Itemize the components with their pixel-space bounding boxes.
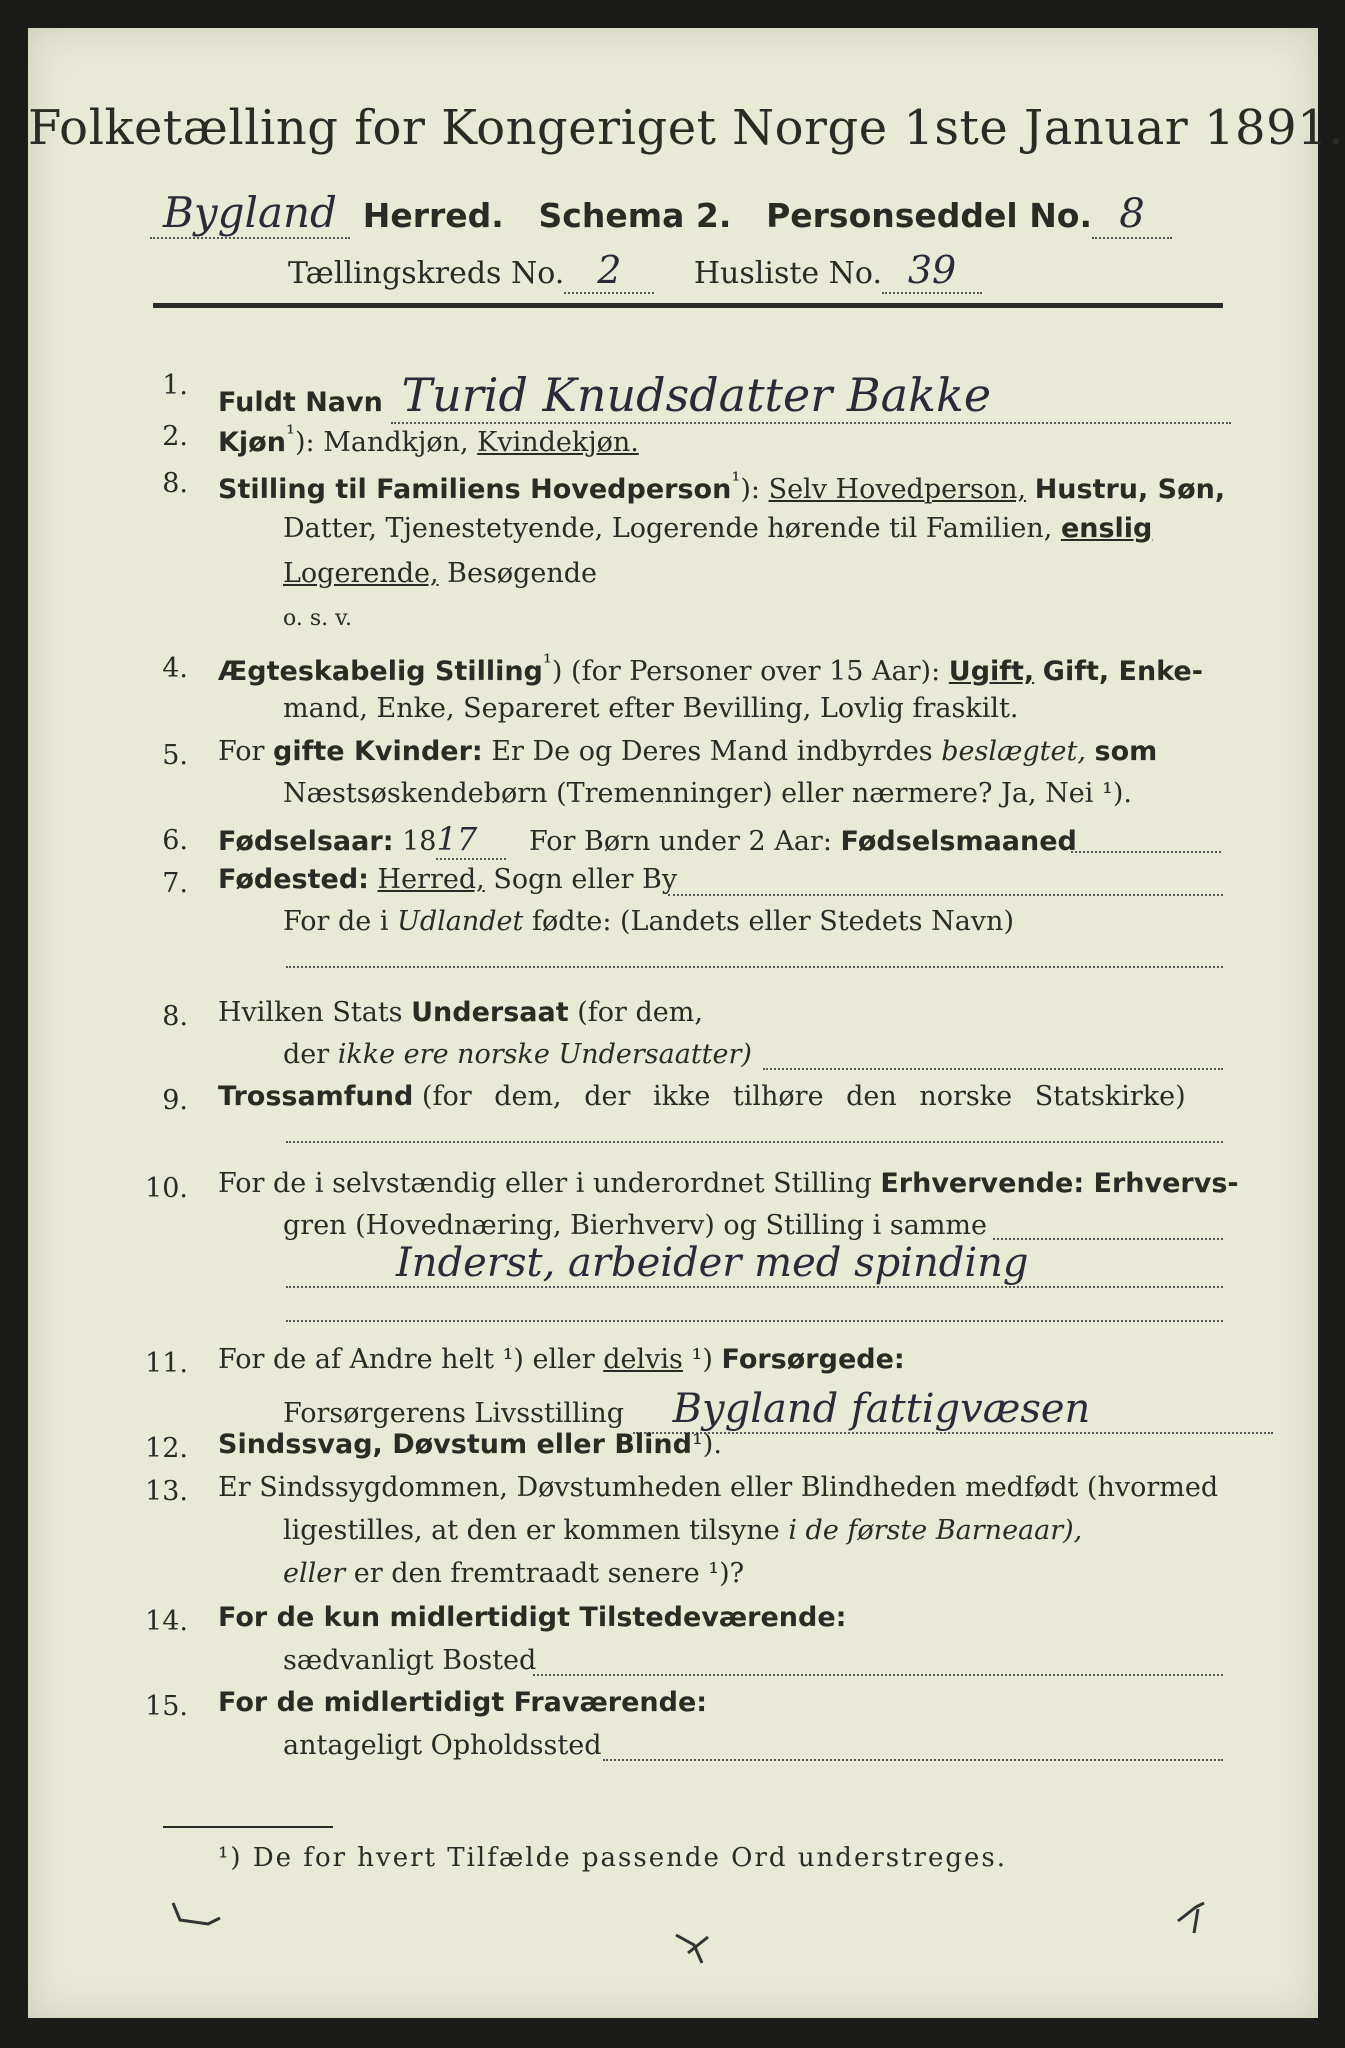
field-4-sup: ¹ <box>542 650 552 676</box>
field-8-label: Undersaat <box>411 997 569 1028</box>
field-10-text-a: For de i selvstændig eller i underordnet Stilling <box>218 1168 872 1199</box>
form-title: Folketælling for Kongeriget Norge 1ste Januar 1891. <box>28 100 1344 156</box>
field-5-text-c: som <box>1094 736 1158 767</box>
field-9-number: 9. <box>162 1085 188 1116</box>
field-7-number: 7. <box>162 868 188 899</box>
field-2-text: ): Mandkjøn, <box>294 427 469 458</box>
field-4-line-2: mand, Enke, Separeret efter Bevilling, Lovlig fraskilt. <box>283 693 1019 724</box>
field-3-number: 8. <box>162 468 188 499</box>
field-6-label-2: Fødselsmaaned <box>840 826 1077 857</box>
personseddel-label: Personseddel No. <box>766 196 1093 235</box>
field-1-label: Fuldt Navn <box>218 387 383 418</box>
field-6-fill <box>1071 851 1221 853</box>
herred-name: Bygland <box>150 188 350 239</box>
field-6-text-b: For Børn under 2 Aar: <box>529 826 832 857</box>
personseddel-number: 8 <box>1092 191 1172 239</box>
field-5-text-a: For <box>218 736 265 767</box>
field-4-text-b: Gift, Enke- <box>1042 656 1203 687</box>
field-11-number: 11. <box>145 1348 188 1379</box>
kreds-number: 2 <box>564 248 654 294</box>
field-14-line-2: sædvanligt Bosted <box>283 1645 537 1676</box>
field-14-fill <box>533 1674 1223 1676</box>
kreds-label: Tællingskreds No. <box>288 256 565 291</box>
field-5-text-b: Er De og Deres Mand indbyrdes <box>491 736 933 767</box>
field-11-selected: delvis <box>603 1344 683 1375</box>
field-1-row <box>218 368 1231 424</box>
field-12-label: Sindssvag, Døvstum eller Blind <box>218 1429 692 1460</box>
full-name-value: Turid Knudsdatter Bakke <box>391 368 1231 424</box>
field-4-text-a: ) (for Personer over 15 Aar): <box>551 656 941 687</box>
field-10-number: 10. <box>145 1173 188 1204</box>
field-10-label: Erhvervende: Erhvervs- <box>880 1168 1239 1199</box>
field-11-line-2 <box>283 1386 1273 1434</box>
occupation-value: Inderst, arbeider med spinding <box>286 1240 1223 1288</box>
herred-label: Herred. <box>362 196 504 235</box>
field-12-text: ¹). <box>691 1429 722 1460</box>
field-7-line-2a: For de i <box>283 906 389 937</box>
header-row-2 <box>288 248 982 294</box>
field-11-label: Forsørgede: <box>721 1344 905 1375</box>
field-13-line-2-italic: i de første Barneaar), <box>788 1515 1083 1546</box>
field-5-number: 5. <box>162 740 188 771</box>
field-8-line-2 <box>283 1039 752 1070</box>
field-5-line-2: Næstsøskendebørn (Tremenninger) eller nærmere? Ja, Nei ¹). <box>283 778 1132 809</box>
footnote: ¹) De for hvert Tilfælde passende Ord understreges. <box>218 1843 1008 1873</box>
field-3-row <box>218 468 1225 505</box>
field-3-label: Stilling til Familiens Hovedperson <box>218 474 732 505</box>
ink-mark-center <box>668 1923 728 1973</box>
field-11-line-2: Forsørgerens Livsstilling <box>283 1398 625 1429</box>
header-row-1 <box>150 188 1172 239</box>
field-15-fill <box>603 1759 1223 1761</box>
field-8-line-2a: der <box>283 1039 330 1070</box>
census-form <box>28 28 1344 2018</box>
header-divider <box>153 303 1223 308</box>
field-2-sup: ¹ <box>285 421 295 447</box>
field-7-fill <box>668 894 1223 896</box>
field-4-row <box>218 650 1203 687</box>
field-10-fill-2 <box>286 1320 1223 1322</box>
field-8-number: 8. <box>162 1001 188 1032</box>
field-1-number: 1. <box>162 370 188 401</box>
field-3-text-a: ): <box>740 474 760 505</box>
field-13-line-3-italic: eller <box>283 1558 346 1589</box>
field-3-line-2b: enslig <box>1060 513 1153 544</box>
field-7-selected: Herred, <box>377 864 485 895</box>
field-2-row <box>218 421 639 458</box>
field-14-number: 14. <box>145 1606 188 1637</box>
field-7-line-2-italic: Udlandet <box>397 906 524 937</box>
field-12-number: 12. <box>145 1433 188 1464</box>
field-9-text: (for dem, der ikke tilhøre den norske Statskirke) <box>421 1081 1186 1112</box>
field-3-line-3b: Besøgende <box>447 558 598 589</box>
field-6-label: Fødselsaar: <box>218 826 394 857</box>
field-8-text-b: (for dem, <box>577 997 703 1028</box>
field-5-row <box>218 736 1157 767</box>
field-6-row <box>218 820 1077 860</box>
field-6-prefix: 18 <box>402 826 437 857</box>
field-8-text-a: Hvilken Stats <box>218 997 403 1028</box>
ink-mark-right <box>1168 1893 1228 1943</box>
field-3-line-2a: Datter, Tjenestetyende, Logerende hørende til Familien, <box>283 513 1053 544</box>
field-13-line-3b: er den fremtraadt senere ¹)? <box>353 1558 745 1589</box>
field-10-row <box>218 1168 1239 1199</box>
field-11-text-b: ¹) <box>691 1344 713 1375</box>
field-3-line-3 <box>283 558 597 589</box>
field-10-line-2: gren (Hovednæring, Bierhverv) og Stilling i samme <box>283 1210 988 1241</box>
field-3-text-b: Hustru, Søn, <box>1034 474 1226 505</box>
field-13-row: Er Sindssygdommen, Døvstumheden eller Blindheden medfødt (hvormed <box>218 1472 1219 1503</box>
field-5-italic: beslægtet, <box>941 736 1086 767</box>
field-7-fill-2 <box>286 966 1223 968</box>
field-8-row <box>218 997 703 1028</box>
field-2-number: 2. <box>162 421 188 452</box>
field-11-row <box>218 1344 905 1375</box>
field-13-number: 13. <box>145 1476 188 1507</box>
field-3-line-4: o. s. v. <box>283 606 352 631</box>
field-7-label: Fødested: <box>218 864 369 895</box>
field-12-row <box>218 1429 722 1460</box>
field-6-number: 6. <box>162 825 188 856</box>
field-2-label: Kjøn <box>218 427 286 458</box>
field-13-line-2 <box>283 1515 1082 1546</box>
field-9-fill <box>286 1141 1223 1143</box>
husliste-label: Husliste No. <box>693 256 883 291</box>
field-2-selected: Kvindekjøn. <box>477 427 639 458</box>
field-4-selected: Ugift, <box>948 656 1035 687</box>
husliste-number: 39 <box>882 248 982 294</box>
field-9-label: Trossamfund <box>218 1081 414 1112</box>
schema-label: Schema 2. <box>538 196 732 235</box>
birth-year-value: 17 <box>436 820 506 860</box>
field-5-label: gifte Kvinder: <box>273 736 483 767</box>
field-14-label: For de kun midlertidigt Tilstedeværende: <box>218 1602 847 1633</box>
field-4-label: Ægteskabelig Stilling <box>218 656 543 687</box>
field-15-number: 15. <box>145 1691 188 1722</box>
field-3-sup: ¹ <box>731 468 741 494</box>
field-4-number: 4. <box>162 653 188 684</box>
field-7-line-2b: fødte: (Landets eller Stedets Navn) <box>531 906 1014 937</box>
field-11-text-a: For de af Andre helt ¹) eller <box>218 1344 595 1375</box>
field-7-row <box>218 864 677 895</box>
field-7-line-2 <box>283 906 1014 937</box>
field-3-line-3a: Logerende, <box>283 558 439 589</box>
field-8-line-2-italic: ikke ere norske Undersaatter) <box>337 1039 752 1070</box>
field-8-fill <box>763 1068 1223 1070</box>
field-3-selected: Selv Hovedperson, <box>768 474 1027 505</box>
field-13-line-3 <box>283 1558 744 1589</box>
field-9-row <box>218 1081 1186 1112</box>
field-15-line-2: antageligt Opholdssted <box>283 1730 602 1761</box>
field-13-line-2a: ligestilles, at den er kommen tilsyne <box>283 1515 780 1546</box>
ink-mark-left <box>168 1898 238 1938</box>
field-3-line-2 <box>283 513 1152 544</box>
field-7-text-a: Sogn eller By <box>493 864 678 895</box>
field-15-label: For de midlertidigt Fraværende: <box>218 1687 708 1718</box>
provider-value: Bygland fattigvæsen <box>633 1386 1273 1434</box>
footnote-divider <box>163 1826 333 1828</box>
